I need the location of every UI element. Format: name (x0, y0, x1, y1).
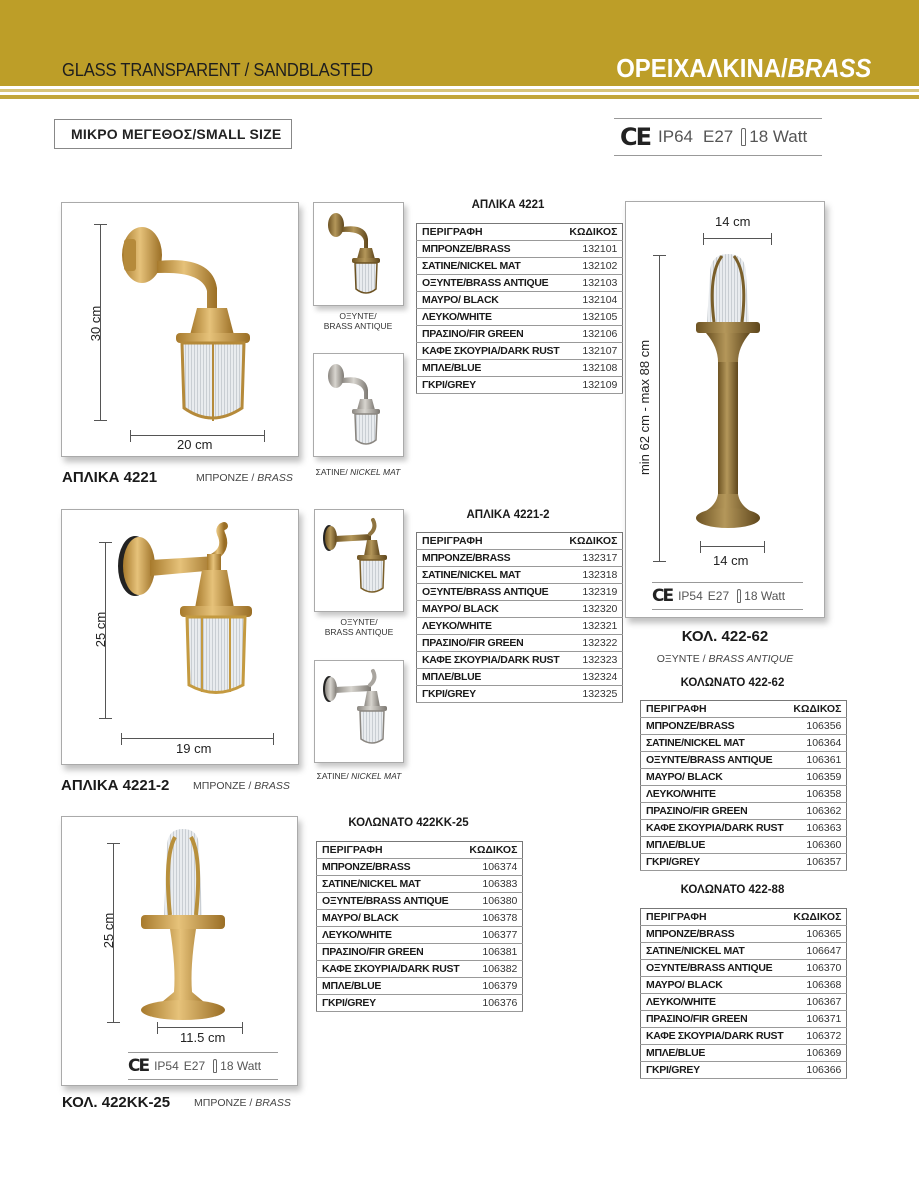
thumbnail-caption (309, 771, 409, 781)
spec-bar (614, 118, 822, 156)
caption-greek: ΟΞΥΝΤΕ/ (340, 617, 378, 627)
finish-description: ΣΑΤΙΝΕ/NICKEL MAT (417, 258, 565, 275)
product-code: 132317 (564, 550, 623, 567)
finish-english: BRASS ANTIQUE (708, 653, 794, 665)
product-code: 106377 (464, 927, 523, 944)
finish-english: BRASS (254, 780, 290, 792)
spec-bar (652, 582, 803, 610)
width-label: 20 cm (177, 437, 213, 452)
glass-type-title: GLASS TRANSPARENT / SANDBLASTED (62, 60, 373, 80)
finish-description: ΓΚΡΙ/GREY (641, 854, 789, 871)
code-table-aplika-4221-2 (416, 532, 623, 703)
finish-description: ΟΞΥΝΤΕ/BRASS ANTIQUE (417, 584, 565, 601)
table-row (417, 686, 623, 703)
caption-greek: ΣΑΤΙΝΕ/ (316, 771, 349, 781)
spec-bar (128, 1052, 278, 1080)
product-code: 132107 (564, 343, 623, 360)
product-name: ΑΠΛΙΚΑ 4221 (62, 469, 158, 486)
table-row (641, 854, 847, 871)
thumbnail-nickel-mat (313, 353, 404, 457)
finish-description: ΜΠΡΟΝΖΕ/BRASS (417, 550, 565, 567)
finish-description: ΚΑΦΕ ΣΚΟΥΡΙΑ/DARK RUST (641, 820, 789, 837)
thumbnail-caption (308, 467, 408, 477)
finish-description: ΜΠΛΕ/BLUE (417, 360, 565, 377)
caption-english: BRASS ANTIQUE (324, 627, 394, 637)
code-table-kol-422-62 (640, 700, 847, 871)
table-row (417, 567, 623, 584)
height-label: 25 cm (101, 912, 117, 949)
width-dimension-line (130, 435, 265, 436)
product-code: 132108 (564, 360, 623, 377)
table-row (317, 876, 523, 893)
finish-description: ΜΠΛΕ/BLUE (641, 837, 789, 854)
wattage: 18 Watt (220, 1059, 262, 1073)
bollard-short-brass-icon (62, 817, 299, 1087)
product-code: 106365 (788, 926, 847, 943)
table-title: ΑΠΛΙΚΑ 4221 (471, 199, 545, 211)
finish-description: ΜΠΛΕ/BLUE (317, 978, 465, 995)
finish-description: ΜΑΥΡΟ/ BLACK (641, 769, 789, 786)
finish-greek: ΟΞΥΝΤΕ / (656, 653, 706, 665)
table-row (641, 926, 847, 943)
table-title: ΚΟΛΩΝΑΤΟ 422ΚΚ-25 (348, 817, 469, 829)
bulb-icon (741, 128, 746, 146)
bottom-width-dimension-line (700, 546, 765, 547)
finish-greek: ΜΠΡΟΝΖΕ / (193, 780, 252, 792)
product-finish (194, 1097, 291, 1109)
table-row (641, 803, 847, 820)
table-row (417, 241, 623, 258)
product-finish (196, 472, 293, 484)
table-row (641, 837, 847, 854)
product-code: 106379 (464, 978, 523, 995)
table-row (641, 1062, 847, 1079)
table-row (317, 978, 523, 995)
product-code: 132319 (564, 584, 623, 601)
table-row (641, 943, 847, 960)
product-code: 132102 (564, 258, 623, 275)
table-row (417, 550, 623, 567)
table-row (641, 977, 847, 994)
finish-greek: ΜΠΡΟΝΖΕ / (196, 472, 255, 484)
caption-greek: ΟΞΥΝΤΕ/ (339, 311, 377, 321)
product-finish (625, 653, 825, 665)
finish-description: ΛΕΥΚΟ/WHITE (641, 994, 789, 1011)
ip-rating: IP54 (678, 589, 703, 603)
product-code: 106361 (788, 752, 847, 769)
table-row (417, 584, 623, 601)
bulb-icon (213, 1059, 217, 1073)
product-code: 132322 (564, 635, 623, 652)
finish-description: ΜΠΡΟΝΖΕ/BRASS (641, 718, 789, 735)
wattage: 18 Watt (749, 127, 808, 146)
product-code: 132318 (564, 567, 623, 584)
product-code: 132103 (564, 275, 623, 292)
finish-description: ΟΞΥΝΤΕ/BRASS ANTIQUE (641, 960, 789, 977)
finish-description: ΠΡΑΣΙΝΟ/FIR GREEN (417, 635, 565, 652)
thumbnail-brass-antique (314, 509, 404, 612)
table-row (417, 635, 623, 652)
table-row (317, 961, 523, 978)
header-description: ΠΕΡΙΓΡΑΦΗ (641, 909, 789, 926)
product-code: 106376 (464, 995, 523, 1012)
table-row (641, 769, 847, 786)
finish-description: ΜΑΥΡΟ/ BLACK (417, 601, 565, 618)
finish-description: ΓΚΡΙ/GREY (417, 377, 565, 394)
product-code: 106366 (788, 1062, 847, 1079)
product-code: 106383 (464, 876, 523, 893)
table-row (417, 275, 623, 292)
wattage: 18 Watt (744, 589, 786, 603)
product-code: 106372 (788, 1028, 847, 1045)
bulb-icon (737, 589, 741, 603)
header-description: ΠΕΡΙΓΡΑΦΗ (417, 533, 565, 550)
socket-type: E27 (703, 127, 734, 146)
product-code: 132320 (564, 601, 623, 618)
table-row (317, 859, 523, 876)
table-row (641, 1011, 847, 1028)
finish-description: ΛΕΥΚΟ/WHITE (417, 618, 565, 635)
table-row (417, 309, 623, 326)
width-dimension-line (157, 1027, 243, 1028)
table-row (417, 360, 623, 377)
product-code: 106380 (464, 893, 523, 910)
wall-lamp-hook-antique-icon (315, 510, 405, 613)
page-header (0, 0, 919, 86)
table-row (417, 326, 623, 343)
code-table-aplika-4221 (416, 223, 623, 394)
table-header-row (417, 533, 623, 550)
table-row (641, 994, 847, 1011)
ce-mark-icon: CE (620, 123, 651, 151)
product-code: 132104 (564, 292, 623, 309)
table-title: ΑΠΛΙΚΑ 4221-2 (466, 509, 550, 521)
finish-description: ΣΑΤΙΝΕ/NICKEL MAT (417, 567, 565, 584)
header-code: ΚΩΔΙΚΟΣ (788, 701, 847, 718)
finish-description: ΠΡΑΣΙΝΟ/FIR GREEN (417, 326, 565, 343)
ce-mark-icon: CE (128, 1056, 149, 1076)
product-name: ΑΠΛΙΚΑ 4221-2 (61, 777, 170, 794)
table-title: ΚΟΛΩΝΑΤΟ 422-88 (680, 884, 785, 896)
header-code: ΚΩΔΙΚΟΣ (464, 842, 523, 859)
table-row (641, 1045, 847, 1062)
table-row (317, 910, 523, 927)
product-code: 106363 (788, 820, 847, 837)
finish-english: BRASS (257, 472, 293, 484)
ce-mark-icon: CE (652, 586, 673, 606)
table-row (317, 995, 523, 1012)
finish-description: ΛΕΥΚΟ/WHITE (417, 309, 565, 326)
socket-type: E27 (183, 1059, 206, 1073)
table-row (317, 927, 523, 944)
product-name: ΚΟΛ. 422-62 (681, 628, 769, 645)
product-code: 106364 (788, 735, 847, 752)
header-code: ΚΩΔΙΚΟΣ (564, 224, 623, 241)
width-label: 19 cm (176, 741, 212, 756)
product-code: 106382 (464, 961, 523, 978)
finish-description: ΠΡΑΣΙΝΟ/FIR GREEN (641, 803, 789, 820)
ip-rating: IP54 (154, 1059, 179, 1073)
table-row (641, 1028, 847, 1045)
finish-description: ΜΠΡΟΝΖΕ/BRASS (641, 926, 789, 943)
table-row (641, 735, 847, 752)
table-row (641, 960, 847, 977)
table-row (417, 601, 623, 618)
product-code: 106381 (464, 944, 523, 961)
product-code: 106374 (464, 859, 523, 876)
product-code: 132321 (564, 618, 623, 635)
finish-description: ΛΕΥΚΟ/WHITE (641, 786, 789, 803)
table-row (417, 343, 623, 360)
finish-description: ΜΠΛΕ/BLUE (417, 669, 565, 686)
header-stripe (0, 95, 919, 99)
product-code: 106369 (788, 1045, 847, 1062)
finish-description: ΠΡΑΣΙΝΟ/FIR GREEN (641, 1011, 789, 1028)
width-label: 11.5 cm (180, 1030, 226, 1045)
table-row (417, 258, 623, 275)
finish-description: ΜΑΥΡΟ/ BLACK (417, 292, 565, 309)
table-row (641, 752, 847, 769)
wall-lamp-hook-nickel-icon (315, 661, 405, 764)
table-row (417, 292, 623, 309)
finish-description: ΟΞΥΝΤΕ/BRASS ANTIQUE (641, 752, 789, 769)
table-header-row (641, 701, 847, 718)
product-code: 106362 (788, 803, 847, 820)
product-name: ΚΟΛ. 422ΚΚ-25 (62, 1094, 171, 1111)
header-code: ΚΩΔΙΚΟΣ (564, 533, 623, 550)
finish-description: ΛΕΥΚΟ/WHITE (317, 927, 465, 944)
header-code: ΚΩΔΙΚΟΣ (788, 909, 847, 926)
code-table-kol-422-88 (640, 908, 847, 1079)
product-code: 106371 (788, 1011, 847, 1028)
table-header-row (641, 909, 847, 926)
product-image-aplika-4221 (61, 202, 299, 457)
table-row (417, 669, 623, 686)
caption-english: NICKEL MAT (350, 467, 401, 477)
finish-greek: ΜΠΡΟΝΖΕ / (194, 1097, 253, 1109)
table-row (641, 718, 847, 735)
finish-description: ΓΚΡΙ/GREY (317, 995, 465, 1012)
finish-description: ΠΡΑΣΙΝΟ/FIR GREEN (317, 944, 465, 961)
category-title-english: BRASS (787, 53, 871, 83)
product-image-aplika-4221-2 (61, 509, 299, 765)
finish-description: ΟΞΥΝΤΕ/BRASS ANTIQUE (317, 893, 465, 910)
ip-rating: IP64 (658, 127, 693, 146)
product-code: 132105 (564, 309, 623, 326)
table-row (417, 618, 623, 635)
height-label: 30 cm (88, 305, 104, 342)
finish-description: ΓΚΡΙ/GREY (641, 1062, 789, 1079)
product-code: 106378 (464, 910, 523, 927)
thumbnail-caption (308, 311, 408, 331)
table-header-row (417, 224, 623, 241)
product-finish (193, 780, 290, 792)
socket-type: E27 (707, 589, 730, 603)
table-row (641, 786, 847, 803)
finish-description: ΜΠΛΕ/BLUE (641, 1045, 789, 1062)
table-row (417, 652, 623, 669)
top-width-label: 14 cm (715, 214, 751, 229)
table-row (317, 944, 523, 961)
bottom-width-label: 14 cm (713, 553, 749, 568)
finish-description: ΣΑΤΙΝΕ/NICKEL MAT (641, 735, 789, 752)
caption-greek: ΣΑΤΙΝΕ/ (315, 467, 348, 477)
top-width-dimension-line (703, 238, 772, 239)
caption-english: NICKEL MAT (351, 771, 402, 781)
finish-description: ΚΑΦΕ ΣΚΟΥΡΙΑ/DARK RUST (641, 1028, 789, 1045)
finish-description: ΜΠΡΟΝΖΕ/BRASS (417, 241, 565, 258)
product-code: 106367 (788, 994, 847, 1011)
size-badge: ΜΙΚΡΟ ΜΕΓΕΘΟΣ/SMALL SIZE (54, 119, 292, 149)
height-label: min 62 cm - max 88 cm (637, 339, 653, 476)
finish-description: ΟΞΥΝΤΕ/BRASS ANTIQUE (417, 275, 565, 292)
table-header-row (317, 842, 523, 859)
wall-lamp-nickel-icon (314, 354, 405, 458)
table-title: ΚΟΛΩΝΑΤΟ 422-62 (680, 677, 785, 689)
category-title (616, 53, 871, 84)
table-row (317, 893, 523, 910)
finish-description: ΜΑΥΡΟ/ BLACK (641, 977, 789, 994)
product-image-kol-422-62 (625, 201, 825, 618)
thumbnail-caption (309, 617, 409, 637)
finish-description: ΜΑΥΡΟ/ BLACK (317, 910, 465, 927)
caption-english: BRASS ANTIQUE (323, 321, 393, 331)
finish-description: ΚΑΦΕ ΣΚΟΥΡΙΑ/DARK RUST (417, 343, 565, 360)
wall-lamp-antique-icon (314, 203, 405, 307)
height-dimension-line (659, 255, 660, 562)
product-code: 106647 (788, 943, 847, 960)
header-description: ΠΕΡΙΓΡΑΦΗ (417, 224, 565, 241)
product-code: 106358 (788, 786, 847, 803)
finish-description: ΜΠΡΟΝΖΕ/BRASS (317, 859, 465, 876)
table-row (641, 820, 847, 837)
product-code: 132109 (564, 377, 623, 394)
product-code: 106370 (788, 960, 847, 977)
product-code: 132101 (564, 241, 623, 258)
finish-description: ΚΑΦΕ ΣΚΟΥΡΙΑ/DARK RUST (417, 652, 565, 669)
product-image-kol-422kk-25 (61, 816, 298, 1086)
finish-english: BRASS (255, 1097, 291, 1109)
code-table-kol-422kk-25 (316, 841, 523, 1012)
product-code: 132323 (564, 652, 623, 669)
thumbnail-nickel-mat (314, 660, 404, 763)
product-code: 106357 (788, 854, 847, 871)
width-dimension-line (121, 738, 274, 739)
category-title-greek: ΟΡΕΙΧΑΛΚΙΝΑ/ (615, 53, 788, 83)
header-description: ΠΕΡΙΓΡΑΦΗ (317, 842, 465, 859)
product-code: 132325 (564, 686, 623, 703)
table-row (417, 377, 623, 394)
finish-description: ΣΑΤΙΝΕ/NICKEL MAT (641, 943, 789, 960)
product-code: 132106 (564, 326, 623, 343)
header-description: ΠΕΡΙΓΡΑΦΗ (641, 701, 789, 718)
finish-description: ΓΚΡΙ/GREY (417, 686, 565, 703)
height-label: 25 cm (93, 611, 109, 648)
product-code: 106360 (788, 837, 847, 854)
finish-description: ΚΑΦΕ ΣΚΟΥΡΙΑ/DARK RUST (317, 961, 465, 978)
product-code: 106356 (788, 718, 847, 735)
thumbnail-brass-antique (313, 202, 404, 306)
finish-description: ΣΑΤΙΝΕ/NICKEL MAT (317, 876, 465, 893)
product-code: 106359 (788, 769, 847, 786)
product-code: 132324 (564, 669, 623, 686)
product-code: 106368 (788, 977, 847, 994)
